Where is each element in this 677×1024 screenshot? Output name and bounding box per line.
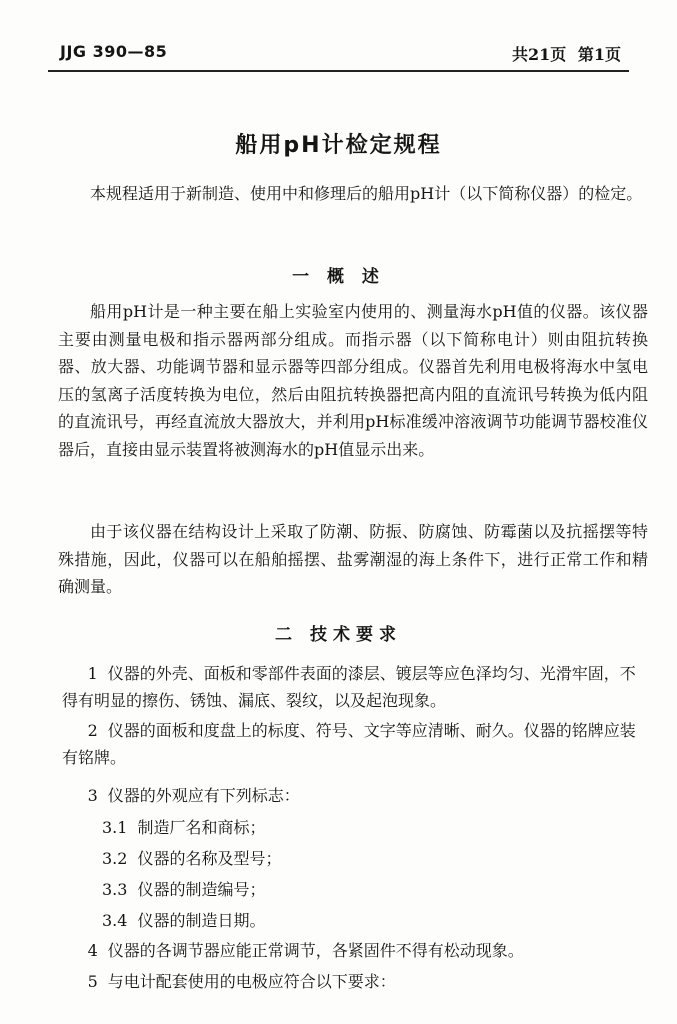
item-text: 仪器的外观应有下列标志： (107, 786, 300, 805)
item-number: 5 (87, 972, 98, 991)
item-text: 仪器的名称及型号； (137, 849, 282, 868)
item-number: 3.4 (102, 911, 128, 930)
section-title-overview: 一 概 述 (292, 267, 385, 287)
item-number: 3 (87, 786, 98, 805)
requirement-subitem (102, 814, 677, 841)
page-header (48, 40, 629, 72)
item-text: 仪器的制造编号； (137, 880, 266, 899)
section-title-requirements: 二 技术要求 (275, 625, 402, 645)
requirement-item (62, 937, 648, 964)
item-number: 2 (87, 721, 98, 740)
requirement-subitem (102, 876, 677, 903)
standard-code: JJG 390—85 (60, 42, 168, 61)
requirement-subitem (102, 907, 677, 934)
document-title: 船用pH计检定规程 (235, 133, 442, 158)
item-number: 4 (87, 941, 98, 960)
requirement-item (62, 782, 648, 809)
requirement-item (62, 660, 648, 714)
item-text: 制造厂名和商标； (137, 818, 266, 837)
requirement-subitem (102, 845, 677, 872)
page-count: 共21页 第1页 (512, 45, 621, 64)
item-text: 仪器的面板和度盘上的标度、符号、文字等应清晰、耐久。仪器的铭牌应装有铭牌。 (62, 721, 636, 767)
overview-paragraph-1: 船用pH计是一种主要在船上实验室内使用的、测量海水pH值的仪器。该仪器主要由测量电极和指示器两部分组成。而指示器（以下简称电计）则由阻抗转换器、放大器、功能调节器和显示器等四部分组成。仪器首先利用电极将海水中氢电压的氢离子活度转换为电位，然后由阻抗转换器把高内阻的直流讯号转换为低内阻的直流讯号，再经直流放大器放大，并利用pH标准缓冲溶液调节功能调节器校准仪器后，直接由显示装置将被测海水的pH值显示出来。 (58, 302, 648, 459)
requirement-item (62, 717, 648, 771)
item-number: 3.2 (102, 849, 128, 868)
overview-paragraph-2: 由于该仪器在结构设计上采取了防潮、防振、防腐蚀、防霉菌以及抗摇摆等特殊措施，因此，仪器可以在船舶摇摆、盐雾潮湿的海上条件下，进行正常工作和精确测量。 (58, 522, 648, 596)
requirement-item (62, 968, 648, 995)
item-number: 1 (87, 664, 98, 683)
item-text: 仪器的外壳、面板和零部件表面的漆层、镀层等应色泽均匀、光滑牢固，不得有明显的擦伤、锈蚀、漏底、裂纹，以及起泡现象。 (62, 664, 636, 710)
item-number: 3.1 (102, 818, 128, 837)
item-number: 3.3 (102, 880, 128, 899)
item-text: 仪器的制造日期。 (137, 911, 266, 930)
item-text: 仪器的各调节器应能正常调节，各紧固件不得有松动现象。 (107, 941, 524, 960)
item-text: 与电计配套使用的电极应符合以下要求： (107, 972, 396, 991)
intro-paragraph: 本规程适用于新制造、使用中和修理后的船用pH计（以下简称仪器）的检定。 (90, 184, 643, 203)
